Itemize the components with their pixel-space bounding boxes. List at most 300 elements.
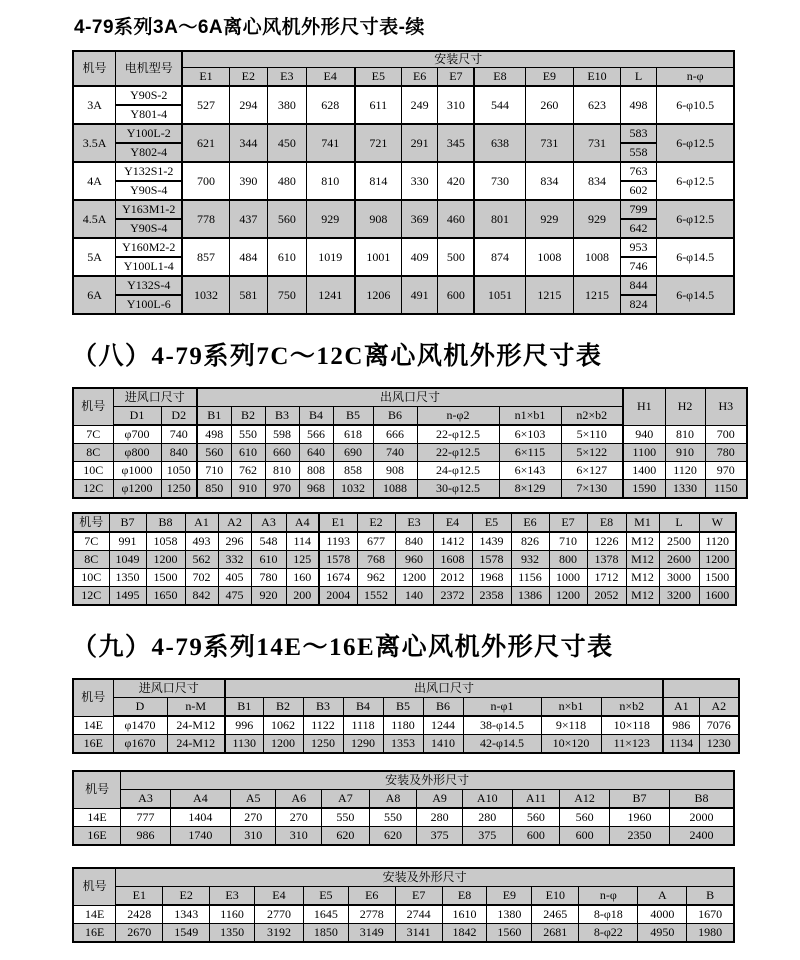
cell-value: 600 — [438, 276, 474, 314]
col-header-h3: H3 — [705, 388, 747, 425]
cell-value: 1200 — [395, 569, 433, 587]
cell-value: 610 — [231, 444, 265, 462]
cell-value: 548 — [251, 532, 286, 551]
table-14e-16e-install-2 — [72, 867, 735, 943]
page — [72, 0, 738, 943]
section-8-title: （八）4-79系列7C～12C离心风机外形尺寸表 — [72, 343, 603, 370]
cell-value: 10×120 — [541, 735, 601, 754]
cell-value: 986 — [663, 716, 699, 735]
cell-value: 1134 — [663, 735, 699, 754]
table-row — [73, 532, 736, 551]
section-9-title: （九）4-79系列14E～16E离心风机外形尺寸表 — [72, 634, 614, 661]
cell-value: 500 — [438, 238, 474, 276]
subheader-row — [73, 790, 734, 809]
cell-value: 962 — [357, 569, 395, 587]
col-header: E7 — [438, 68, 474, 87]
cell-value: 1120 — [699, 532, 736, 551]
cell-value: 491 — [401, 276, 437, 314]
cell-value: 610 — [251, 551, 286, 569]
cell-L: 558 — [620, 143, 656, 162]
col-header: L — [620, 68, 656, 87]
cell-value: 7076 — [699, 716, 739, 735]
table-3a-6a-continued — [72, 50, 735, 315]
cell-value: 968 — [299, 480, 333, 499]
table-row — [73, 462, 747, 480]
cell-value: 2000 — [670, 808, 734, 827]
cell-value: 160 — [286, 569, 319, 587]
col-header-inlet: 进风口尺寸 — [113, 388, 197, 407]
cell-value: 405 — [218, 569, 251, 587]
cell-value: 544 — [474, 86, 525, 124]
cell-value: 3141 — [395, 924, 442, 943]
cell-value: 1410 — [423, 735, 463, 754]
header-row — [73, 679, 739, 698]
col-header: A7 — [322, 790, 370, 809]
col-header: E1 — [182, 68, 229, 87]
cell-value: 1226 — [587, 532, 626, 551]
cell-model: 8C — [73, 551, 109, 569]
cell-value: 1193 — [319, 532, 357, 551]
table-row — [73, 827, 734, 846]
col-header: A2 — [699, 698, 739, 717]
cell-model: 3A — [73, 86, 116, 124]
cell-value: 611 — [355, 86, 402, 124]
cell-model: 7C — [73, 532, 109, 551]
cell-L: 642 — [620, 219, 656, 238]
col-header: E1 — [319, 513, 357, 532]
cell-value: 810 — [306, 162, 355, 200]
cell-value: 1180 — [383, 716, 423, 735]
cell-value: 730 — [474, 162, 525, 200]
cell-value: 475 — [218, 587, 251, 606]
col-header: B — [687, 887, 734, 906]
cell-value: 4000 — [638, 905, 687, 924]
cell-model: 12C — [73, 480, 113, 499]
col-header: 机号 — [73, 513, 109, 532]
cell-value: 1400 — [623, 462, 665, 480]
cell-value: 1250 — [161, 480, 197, 499]
cell-value: 2681 — [532, 924, 579, 943]
table-row — [73, 587, 736, 606]
cell-nphi: 6-φ14.5 — [657, 238, 734, 276]
cell-value: 484 — [229, 238, 268, 276]
cell-value: 628 — [306, 86, 355, 124]
cell-value: 6×127 — [561, 462, 623, 480]
cell-model: 14E — [73, 808, 121, 827]
col-header: B1 — [197, 407, 231, 426]
cell-value: 310 — [438, 86, 474, 124]
cell-value: 623 — [574, 86, 621, 124]
cell-value: 1122 — [303, 716, 343, 735]
cell-value: 562 — [185, 551, 218, 569]
cell-value: φ1200 — [113, 480, 161, 499]
cell-value: M12 — [626, 532, 659, 551]
cell-value: 450 — [268, 124, 307, 162]
cell-value: 1200 — [263, 735, 303, 754]
cell-value: 808 — [299, 462, 333, 480]
cell-value: 1088 — [373, 480, 417, 499]
cell-value: 200 — [286, 587, 319, 606]
cell-value: 5×110 — [561, 425, 623, 444]
cell-model: 14E — [73, 716, 113, 735]
cell-value: 344 — [229, 124, 268, 162]
cell-value: 1650 — [146, 587, 185, 606]
col-header: A8 — [369, 790, 417, 809]
cell-value: 1330 — [665, 480, 705, 499]
table-row — [73, 924, 734, 943]
cell-value: 910 — [665, 444, 705, 462]
cell-value: 1062 — [263, 716, 303, 735]
col-header-h2: H2 — [665, 388, 705, 425]
cell-value: 702 — [185, 569, 218, 587]
cell-value: 1549 — [163, 924, 210, 943]
cell-value: 970 — [265, 480, 299, 499]
cell-value: 310 — [230, 827, 276, 846]
cell-value: 840 — [161, 444, 197, 462]
empty-header-cell — [663, 679, 739, 698]
col-header: n-φ — [657, 68, 734, 87]
header-row — [73, 513, 736, 532]
cell-value: 1343 — [163, 905, 210, 924]
cell-value: 24-M12 — [167, 716, 225, 735]
cell-value: φ700 — [113, 425, 161, 444]
table-7c-12c-install — [72, 512, 737, 606]
cell-L: 746 — [620, 257, 656, 276]
cell-value: 550 — [322, 808, 370, 827]
col-header-outlet: 出风口尺寸 — [225, 679, 663, 698]
col-header: E4 — [306, 68, 355, 87]
cell-value: 8×129 — [499, 480, 561, 499]
cell-value: 1600 — [699, 587, 736, 606]
cell-value: 1495 — [109, 587, 146, 606]
cell-value: 1980 — [687, 924, 734, 943]
cell-L: 844 — [620, 276, 656, 295]
col-header: A9 — [417, 790, 463, 809]
table-row — [73, 480, 747, 499]
cell-value: 1156 — [511, 569, 549, 587]
cell-value: 826 — [511, 532, 549, 551]
cell-value: 1350 — [210, 924, 255, 943]
col-header: n-φ2 — [417, 407, 499, 426]
cell-value: 4950 — [638, 924, 687, 943]
cell-value: 908 — [373, 462, 417, 480]
col-header: D — [113, 698, 167, 717]
cell-value: 700 — [705, 425, 747, 444]
cell-value: 690 — [333, 444, 373, 462]
cell-value: 498 — [197, 425, 231, 444]
cell-value: 920 — [251, 587, 286, 606]
cell-value: 1590 — [623, 480, 665, 499]
cell-nphi: 6-φ14.5 — [657, 276, 734, 314]
cell-motor: Y801-4 — [116, 105, 183, 124]
col-header: n-φ1 — [463, 698, 541, 717]
header-row — [73, 868, 734, 887]
cell-value: 296 — [218, 532, 251, 551]
cell-value: 929 — [574, 200, 621, 238]
col-header: n-M — [167, 698, 225, 717]
cell-motor: Y90S-4 — [116, 219, 183, 238]
cell-value: 345 — [438, 124, 474, 162]
cell-value: 280 — [417, 808, 463, 827]
table-row — [73, 124, 734, 143]
cell-value: 908 — [355, 200, 402, 238]
col-header: A3 — [121, 790, 171, 809]
cell-value: 2350 — [609, 827, 669, 846]
col-header: B2 — [231, 407, 265, 426]
col-header-jihao: 机号 — [73, 771, 121, 808]
cell-model: 8C — [73, 444, 113, 462]
cell-model: 10C — [73, 462, 113, 480]
cell-value: φ1000 — [113, 462, 161, 480]
cell-value: 1051 — [474, 276, 525, 314]
table-row — [73, 238, 734, 257]
col-header: E10 — [574, 68, 621, 87]
cell-L: 763 — [620, 162, 656, 181]
cell-value: 620 — [322, 827, 370, 846]
cell-value: 1160 — [210, 905, 255, 924]
col-header: n×b2 — [601, 698, 663, 717]
cell-value: 1380 — [487, 905, 532, 924]
col-header: E2 — [357, 513, 395, 532]
cell-value: 801 — [474, 200, 525, 238]
cell-value: 1032 — [333, 480, 373, 499]
cell-value: 6×143 — [499, 462, 561, 480]
col-header: A10 — [462, 790, 512, 809]
header-row — [73, 771, 734, 790]
cell-value: 2670 — [116, 924, 163, 943]
cell-nphi: 6-φ12.5 — [657, 124, 734, 162]
cell-value: 2400 — [670, 827, 734, 846]
cell-value: 1412 — [433, 532, 472, 551]
cell-value: 660 — [265, 444, 299, 462]
col-header: B6 — [423, 698, 463, 717]
cell-L: 953 — [620, 238, 656, 257]
cell-value: 750 — [268, 276, 307, 314]
col-header: L — [659, 513, 699, 532]
cell-value: 721 — [355, 124, 402, 162]
col-header: W — [699, 513, 736, 532]
cell-value: 460 — [438, 200, 474, 238]
col-header: A11 — [512, 790, 560, 809]
col-header: A1 — [663, 698, 699, 717]
col-header: B7 — [109, 513, 146, 532]
cell-value: 380 — [268, 86, 307, 124]
cell-value: 1058 — [146, 532, 185, 551]
table-7c-12c-main — [72, 387, 748, 499]
cell-value: 3149 — [348, 924, 395, 943]
cell-value: 910 — [231, 480, 265, 499]
cell-value: 2465 — [532, 905, 579, 924]
cell-value: 780 — [251, 569, 286, 587]
cell-value: 929 — [306, 200, 355, 238]
col-header: A3 — [251, 513, 286, 532]
cell-value: 677 — [357, 532, 395, 551]
cell-value: 1008 — [574, 238, 621, 276]
table-row — [73, 808, 734, 827]
cell-value: 2770 — [255, 905, 304, 924]
cell-value: 762 — [231, 462, 265, 480]
cell-nphi: 6-φ10.5 — [657, 86, 734, 124]
cell-value: 330 — [401, 162, 437, 200]
cell-value: 1353 — [383, 735, 423, 754]
cell-value: φ1470 — [113, 716, 167, 735]
cell-value: 996 — [225, 716, 263, 735]
cell-motor: Y100L-6 — [116, 295, 183, 314]
col-header: A — [638, 887, 687, 906]
cell-value: 2004 — [319, 587, 357, 606]
table-row — [73, 569, 736, 587]
cell-value: 270 — [276, 808, 322, 827]
cell-value: 375 — [417, 827, 463, 846]
cell-value: 9×118 — [541, 716, 601, 735]
cell-value: 560 — [268, 200, 307, 238]
cell-motor: Y802-4 — [116, 143, 183, 162]
cell-value: 1670 — [687, 905, 734, 924]
cell-value: 700 — [182, 162, 229, 200]
cell-value: 1050 — [161, 462, 197, 480]
cell-value: 390 — [229, 162, 268, 200]
subheader-row — [73, 698, 739, 717]
cell-value: 2428 — [116, 905, 163, 924]
cell-value: 666 — [373, 425, 417, 444]
cell-value: 1241 — [306, 276, 355, 314]
cell-value: 11×123 — [601, 735, 663, 754]
cell-value: 30-φ12.5 — [417, 480, 499, 499]
table-row — [73, 716, 739, 735]
cell-value: 618 — [333, 425, 373, 444]
cell-value: 22-φ12.5 — [417, 425, 499, 444]
cell-value: 1960 — [609, 808, 669, 827]
table-row — [73, 735, 739, 754]
cell-value: 2012 — [433, 569, 472, 587]
cell-value: 1500 — [699, 569, 736, 587]
col-header-outlet: 出风口尺寸 — [197, 388, 623, 407]
cell-value: 874 — [474, 238, 525, 276]
cell-model: 7C — [73, 425, 113, 444]
cell-value: 3200 — [659, 587, 699, 606]
cell-value: 2600 — [659, 551, 699, 569]
cell-value: 970 — [705, 462, 747, 480]
cell-value: 1118 — [343, 716, 383, 735]
cell-value: 7×130 — [561, 480, 623, 499]
col-header: A2 — [218, 513, 251, 532]
col-header-install: 安装尺寸 — [182, 51, 734, 68]
cell-value: 1560 — [487, 924, 532, 943]
cell-motor: Y100L-2 — [116, 124, 183, 143]
cell-value: 1740 — [170, 827, 230, 846]
cell-value: 1200 — [549, 587, 587, 606]
cell-value: 260 — [525, 86, 574, 124]
cell-model: 3.5A — [73, 124, 116, 162]
cell-value: 8-φ18 — [579, 905, 638, 924]
col-header: B2 — [263, 698, 303, 717]
cell-value: 1150 — [705, 480, 747, 499]
col-header: E9 — [525, 68, 574, 87]
cell-value: 840 — [395, 532, 433, 551]
table-row — [73, 444, 747, 462]
cell-value: 2778 — [348, 905, 395, 924]
cell-motor: Y90S-4 — [116, 181, 183, 200]
cell-value: 2372 — [433, 587, 472, 606]
col-header-jihao: 机号 — [73, 388, 113, 425]
cell-value: 1230 — [699, 735, 739, 754]
cell-value: 3192 — [255, 924, 304, 943]
cell-value: 1000 — [549, 569, 587, 587]
col-header: n×b1 — [541, 698, 601, 717]
cell-value: 1215 — [525, 276, 574, 314]
cell-value: 437 — [229, 200, 268, 238]
table-14e-16e-install-1 — [72, 770, 735, 846]
cell-value: 291 — [401, 124, 437, 162]
cell-value: 2744 — [395, 905, 442, 924]
col-header: B4 — [343, 698, 383, 717]
col-header: A6 — [276, 790, 322, 809]
col-header: A4 — [170, 790, 230, 809]
cell-value: 581 — [229, 276, 268, 314]
table-row — [73, 86, 734, 105]
cell-value: 1032 — [182, 276, 229, 314]
col-header: B7 — [609, 790, 669, 809]
col-header: E2 — [163, 887, 210, 906]
col-header: E5 — [472, 513, 511, 532]
cell-value: 38-φ14.5 — [463, 716, 541, 735]
col-header-jihao: 机号 — [73, 51, 116, 86]
col-header: E6 — [348, 887, 395, 906]
cell-value: 1130 — [225, 735, 263, 754]
cell-value: 1100 — [623, 444, 665, 462]
col-header: A5 — [230, 790, 276, 809]
col-header: E3 — [395, 513, 433, 532]
col-header: E5 — [355, 68, 402, 87]
cell-model: 10C — [73, 569, 109, 587]
cell-value: 1200 — [699, 551, 736, 569]
col-header: n2×b2 — [561, 407, 623, 426]
cell-motor: Y90S-2 — [116, 86, 183, 105]
cell-value: 814 — [355, 162, 402, 200]
table-row — [73, 200, 734, 219]
cell-value: 810 — [665, 425, 705, 444]
cell-value: 493 — [185, 532, 218, 551]
cell-value: 375 — [462, 827, 512, 846]
cell-value: 22-φ12.5 — [417, 444, 499, 462]
cell-motor: Y160M2-2 — [116, 238, 183, 257]
cell-value: 834 — [574, 162, 621, 200]
cell-value: 1019 — [306, 238, 355, 276]
col-header: E3 — [210, 887, 255, 906]
cell-value: 2052 — [587, 587, 626, 606]
col-header-h1: H1 — [623, 388, 665, 425]
col-header: E7 — [549, 513, 587, 532]
cell-value: 640 — [299, 444, 333, 462]
cell-value: 1968 — [472, 569, 511, 587]
cell-value: 858 — [333, 462, 373, 480]
cell-value: 1578 — [472, 551, 511, 569]
col-header: E3 — [268, 68, 307, 87]
cell-value: 621 — [182, 124, 229, 162]
cell-value: 527 — [182, 86, 229, 124]
cell-value: 991 — [109, 532, 146, 551]
cell-value: 834 — [525, 162, 574, 200]
cell-value: M12 — [626, 587, 659, 606]
col-header: M1 — [626, 513, 659, 532]
cell-value: φ1670 — [113, 735, 167, 754]
table-row — [73, 551, 736, 569]
cell-value: 480 — [268, 162, 307, 200]
cell-value: 1206 — [355, 276, 402, 314]
cell-value: 1386 — [511, 587, 549, 606]
table-row — [73, 276, 734, 295]
cell-motor: Y100L1-4 — [116, 257, 183, 276]
